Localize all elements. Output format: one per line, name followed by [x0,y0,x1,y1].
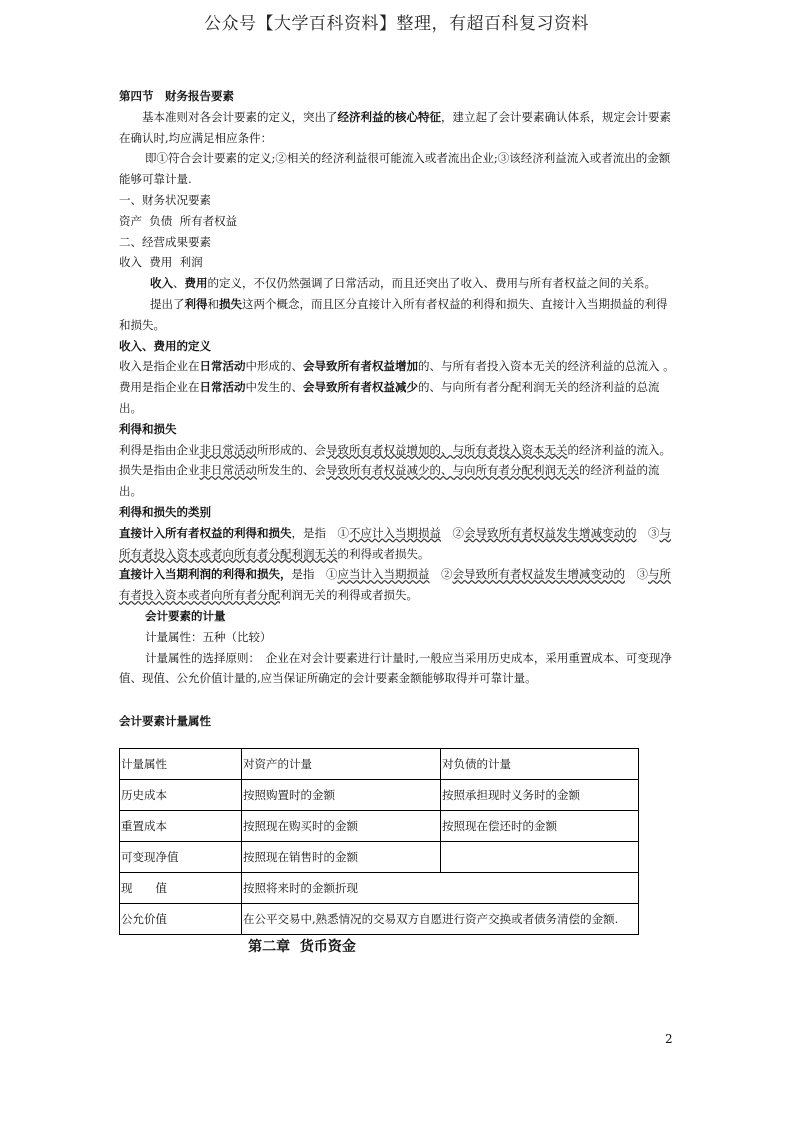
measurement-attributes: 计量属性：五种（比较） [145,629,272,644]
table-header-row [120,748,639,779]
table-cell: 重置成本 [120,810,242,841]
section-title: 第四节 财务报告要素 [119,89,234,103]
direct-equity-paragraph: 直接计入所有者权益的利得和损失，是指 ①不应计入当期损益 ②会导致所有者权益发生增减变动的 ③与所有者投入资本或者向所有者分配利润无关的利得或者损失。 [119,525,671,561]
table-cell: 按照承担现时义务时的金额 [441,779,639,810]
table-title: 会计要素计量属性 [119,714,211,729]
expense-definition: 费用是指企业在日常活动中发生的、会导致所有者权益减少的、与向所有者分配利润无关的经济利益的总流出。 [119,380,660,415]
table-header-cell: 对负债的计量 [441,748,639,779]
table-cell: 现 值 [120,872,242,903]
operating-results-items: 收入 费用 利润 [119,255,203,270]
gain-loss-title: 利得和损失 [119,421,177,436]
table-cell: 按照现在购买时的金额 [242,810,441,841]
chapter-title: 第二章 货币资金 [248,938,356,955]
measurement-title: 会计要素的计量 [145,608,226,623]
table-row [120,810,639,841]
table-row [120,841,639,872]
loss-definition: 损失是指由企业非日常活动所发生的、会导致所有者权益减少的、与向所有者分配利润无关的经济利益的流出。 [119,463,660,499]
gain-loss-category-title: 利得和损失的类别 [119,504,211,519]
table-header-cell: 对资产的计量 [242,748,441,779]
revenue-expense-note: 收入、费用的定义，不仅仍然强调了日常活动，而且还突出了收入、费用与所有者权益之间的关系。 [150,276,656,291]
table-cell: 历史成本 [120,779,242,810]
intro-paragraph: 基本准则对各会计要素的定义，突出了经济利益的核心特征，建立起了会计要素确认体系，规定会计要素在确认时,均应满足相应条件： [119,109,671,145]
table-cell: 公允价值 [120,903,242,934]
revenue-expense-definition-title: 收入、费用的定义 [119,338,211,353]
table-cell: 按照现在销售时的金额 [242,841,441,872]
table-cell: 可变现净值 [120,841,242,872]
gain-loss-note: 提出了利得和损失这两个概念，而且区分直接计入所有者权益的利得和损失、直接计入当期损益的利得和损失。 [119,296,668,332]
financial-position-items: 资产 负债 所有者权益 [119,213,238,228]
gain-definition: 利得是指由企业非日常活动所形成的、会导致所有者权益增加的、与所有者投入资本无关的经济利益的流入。 [119,442,671,457]
direct-profit-loss-paragraph: 直接计入当期利润的利得和损失，是指 ①应当计入当期损益 ②会导致所有者权益发生增减变动的 ③与所有者投入资本或者向所有者分配利润无关的利得或者损失。 [119,567,671,603]
measurement-attributes-table [119,748,639,935]
page-header: 公众号【大学百科资料】整理，有超百科复习资料 [204,14,589,34]
table-cell: 按照现在偿还时的金额 [441,810,639,841]
document-body [119,86,675,958]
table-header-cell: 计量属性 [120,748,242,779]
operating-results-heading: 二、经营成果要素 [119,234,211,249]
table-cell: 在公平交易中,熟悉情况的交易双方自愿进行资产交换或者债务清偿的金额. [242,903,639,934]
revenue-definition: 收入是指企业在日常活动中形成的、会导致所有者权益增加的、与所有者投入资本无关的经济利益的总流入 。 [119,359,675,374]
table-cell [441,841,639,872]
financial-position-heading: 一、财务状况要素 [119,192,211,207]
page-number: 2 [665,1032,673,1046]
table-cell: 按照将来时的金额折现 [242,872,639,903]
table-row [120,779,639,810]
table-row [120,872,639,903]
conditions-paragraph: 即①符合会计要素的定义;②相关的经济利益很可能流入或者流出企业;③该经济利益流入或者流出的金额能够可靠计量. [119,151,671,187]
measurement-principle: 计量属性的选择原则： 企业在对会计要素进行计量时,一般应当采用历史成本，采用重置成本、可变现净值、现值、公允价值计量的,应当保证所确定的会计要素金额能够取得并可靠计量。 [119,650,672,686]
table-cell: 按照购置时的金额 [242,779,441,810]
table-row [120,903,639,934]
